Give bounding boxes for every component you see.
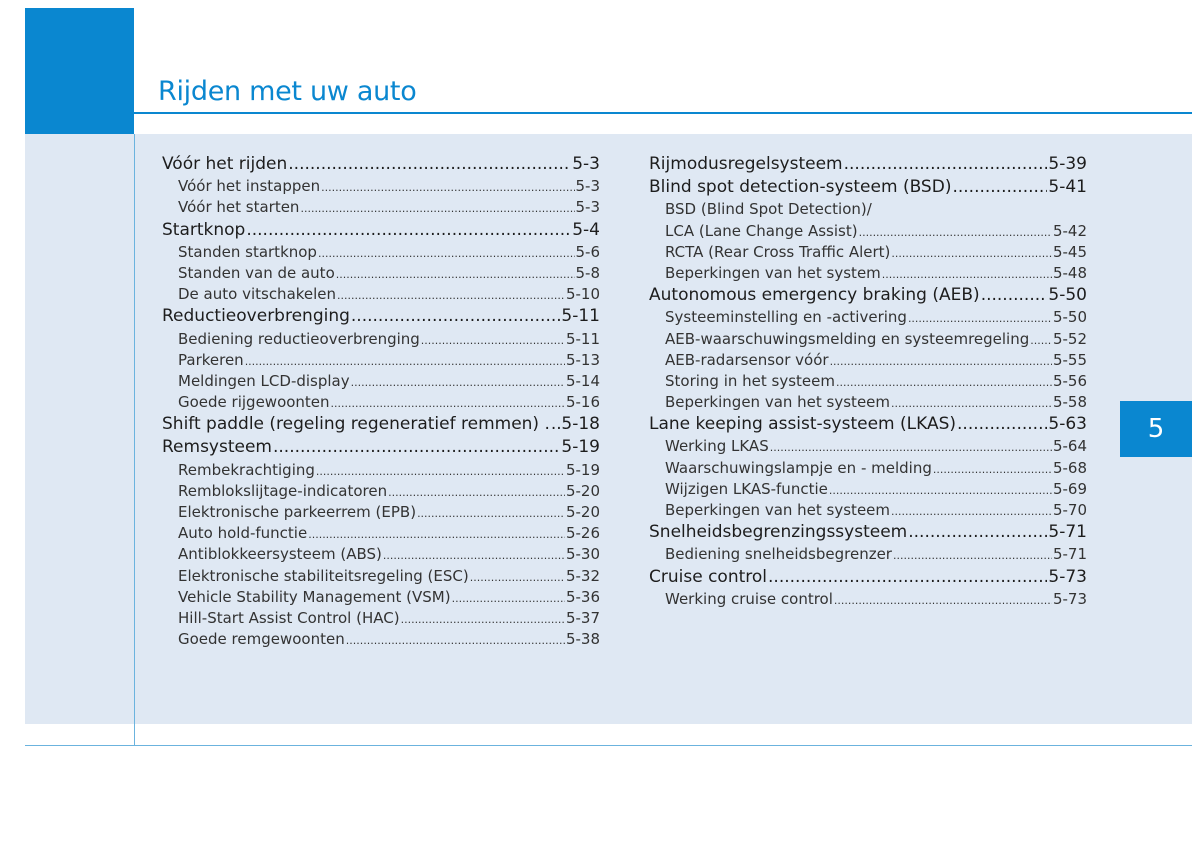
page-title: Rijden met uw auto (158, 76, 417, 107)
toc-entry-label: Rijmodusregelsysteem (649, 154, 843, 174)
toc-subsection-entry[interactable] (649, 199, 1087, 220)
toc-entry-label: Remsysteem (162, 437, 272, 458)
toc-subsection-entry[interactable] (162, 392, 600, 413)
toc-section-entry[interactable] (649, 413, 1087, 436)
toc-dot-leader (470, 567, 565, 587)
margin-rule (134, 134, 135, 746)
toc-entry-label: Wijzigen LKAS-functie (665, 479, 828, 498)
toc-subsection-entry[interactable] (649, 458, 1087, 479)
toc-entry-label: Cruise control (649, 566, 768, 587)
toc-page-number: 5-68 (1052, 458, 1087, 477)
toc-page-number: 5-64 (1052, 437, 1087, 456)
toc-dot-leader (952, 176, 1047, 199)
toc-page-number: 5-20 (565, 481, 600, 500)
toc-dot-leader (893, 545, 1052, 565)
toc-entry-label: Bediening snelheidsbegrenzer (665, 545, 892, 564)
toc-entry-label: Vóór het rijden (162, 154, 288, 174)
toc-entry-label: Goede remgewoonten (178, 630, 345, 649)
chapter-tab[interactable]: 5 (1120, 401, 1192, 457)
toc-page-number: 5-42 (1052, 221, 1087, 240)
toc-entry-label: Beperkingen van het systeem (665, 501, 891, 519)
toc-dot-leader (1030, 330, 1052, 350)
toc-dot-leader (834, 590, 1052, 610)
toc-dot-leader (321, 177, 574, 197)
toc-entry-label: De auto vitschakelen (178, 285, 337, 304)
toc-page-number: 5-8 (575, 263, 600, 282)
toc-subsection-entry[interactable] (649, 544, 1087, 565)
toc-entry-label: Lane keeping assist-systeem (LKAS) (649, 414, 957, 435)
toc-dot-leader (417, 503, 565, 523)
toc-page-number: 5-73 (1052, 589, 1087, 608)
toc-entry-label: AEB-waarschuwingsmelding en systeemregeling (665, 329, 1030, 348)
toc-dot-leader (308, 524, 565, 544)
toc-dot-leader (300, 198, 574, 218)
toc-entry-label: Remblokslijtage-indicatoren (178, 481, 388, 500)
toc-subsection-entry[interactable] (162, 284, 600, 305)
toc-page-number: 5-48 (1052, 263, 1087, 282)
toc-entry-label: Elektronische stabiliteitsregeling (ESC) (178, 566, 469, 585)
toc-page-number: 5-3 (575, 198, 600, 217)
toc-entry-label: Shift paddle (regeling regeneratief remmen) . (162, 414, 550, 435)
toc-dot-leader (421, 330, 565, 350)
toc-entry-label: Beperkingen van het system (665, 263, 881, 282)
toc-section-entry[interactable] (649, 153, 1087, 176)
toc-dot-leader (245, 351, 565, 371)
toc-page-number: 5-36 (565, 587, 600, 606)
toc-dot-leader (551, 413, 561, 436)
toc-page-number: 5-58 (1052, 393, 1087, 412)
toc-page-number: 5-41 (1048, 177, 1087, 198)
toc-page-number: 5-32 (565, 566, 600, 585)
toc-dot-leader (891, 243, 1052, 263)
toc-page-number: 5-20 (565, 503, 600, 521)
toc-section-entry[interactable] (162, 153, 600, 176)
toc-page-number: 5-71 (1052, 545, 1087, 564)
toc-entry-label: Auto hold-functie (178, 524, 308, 543)
toc-subsection-entry[interactable] (162, 329, 600, 350)
toc-page-number: 5-13 (565, 350, 600, 369)
toc-page-number: 5-19 (565, 460, 600, 479)
toc-entry-label: Elektronische parkeerrem (EPB) (178, 503, 417, 521)
toc-dot-leader (351, 372, 565, 392)
toc-subsection-entry[interactable] (162, 263, 600, 284)
toc-dot-leader (908, 521, 1047, 544)
toc-entry-label: Autonomous emergency braking (AEB) (649, 285, 980, 306)
toc-entry-label: Vóór het instappen (178, 177, 321, 196)
toc-entry-label: Standen startknop (178, 242, 317, 261)
header-color-block (25, 8, 134, 134)
toc-dot-leader (246, 219, 571, 242)
toc-subsection-entry[interactable] (162, 566, 600, 587)
toc-section-entry[interactable] (649, 521, 1087, 544)
toc-subsection-entry[interactable] (162, 371, 600, 392)
toc-section-entry[interactable] (162, 436, 600, 459)
toc-dot-leader (316, 461, 565, 481)
toc-page-number: 5-56 (1052, 371, 1087, 390)
toc-dot-leader (288, 153, 571, 176)
toc-entry-label: Meldingen LCD-display (178, 371, 350, 390)
toc-subsection-entry[interactable] (162, 502, 600, 523)
toc-page-number: 5-26 (565, 524, 600, 543)
toc-entry-label: Waarschuwingslampje en - melding (665, 458, 932, 477)
toc-dot-leader (273, 436, 560, 459)
toc-dot-leader (908, 308, 1052, 328)
toc-entry-label: AEB-radarsensor vóór (665, 350, 829, 369)
toc-dot-leader (336, 264, 575, 284)
toc-dot-leader (346, 630, 565, 650)
toc-section-entry[interactable] (162, 219, 600, 242)
toc-entry-label: RCTA (Rear Cross Traffic Alert) (665, 242, 891, 261)
toc-page-number: 5-30 (565, 545, 600, 564)
toc-page-number: 5-38 (565, 630, 600, 649)
toc-entry-label: Antiblokkeersysteem (ABS) (178, 545, 382, 564)
toc-page-number: 5-63 (1048, 414, 1087, 435)
toc-page-number: 5-19 (561, 437, 600, 458)
toc-page-number: 5-37 (565, 608, 600, 627)
footer-rule (25, 745, 1192, 746)
toc-dot-leader (891, 393, 1052, 413)
toc-dot-leader (331, 393, 565, 413)
toc-subsection-entry[interactable] (162, 608, 600, 629)
toc-entry-label: Beperkingen van het systeem (665, 393, 891, 412)
toc-entry-label: Startknop (162, 219, 246, 240)
toc-section-entry[interactable] (162, 413, 600, 436)
toc-dot-leader (388, 482, 565, 502)
toc-entry-label: Snelheidsbegrenzingssysteem (649, 522, 908, 543)
toc-column-left (162, 153, 600, 650)
toc-subsection-entry[interactable] (162, 523, 600, 544)
toc-page-number: 5-69 (1052, 479, 1087, 498)
toc-subsection-entry[interactable] (162, 544, 600, 565)
toc-dot-leader (452, 588, 565, 608)
toc-dot-leader (882, 264, 1052, 284)
toc-dot-leader (318, 243, 575, 263)
toc-dot-leader (933, 459, 1052, 479)
toc-subsection-entry[interactable] (162, 481, 600, 502)
toc-page-number: 5-11 (565, 329, 600, 348)
toc-dot-leader (337, 285, 565, 305)
toc-dot-leader (770, 437, 1052, 457)
toc-subsection-entry[interactable] (162, 197, 600, 218)
toc-subsection-entry[interactable] (649, 307, 1087, 328)
toc-subsection-entry[interactable] (649, 392, 1087, 413)
toc-entry-label: Vóór het starten (178, 198, 300, 217)
toc-page-number: 5-45 (1052, 242, 1087, 261)
toc-entry-label: BSD (Blind Spot Detection)/ (665, 200, 872, 219)
toc-subsection-entry[interactable] (649, 436, 1087, 457)
toc-entry-label: Bediening reductieoverbrenging (178, 329, 420, 348)
toc-subsection-entry[interactable] (162, 242, 600, 263)
toc-page-number: 5-6 (575, 242, 600, 261)
toc-page-number: 5-3 (575, 177, 600, 196)
toc-subsection-entry[interactable] (649, 242, 1087, 263)
toc-dot-leader (957, 413, 1047, 436)
toc-subsection-entry[interactable] (162, 629, 600, 650)
toc-page-number: 5-50 (1052, 308, 1087, 327)
toc-entry-label: Reductieoverbrenging (162, 306, 350, 327)
toc-page-number: 5-11 (561, 306, 600, 327)
toc-page-number: 5-16 (565, 393, 600, 412)
toc-entry-label: Werking LKAS (665, 437, 769, 456)
toc-subsection-entry[interactable] (649, 329, 1087, 350)
toc-page-number: 5-71 (1048, 522, 1087, 543)
toc-entry-label: Goede rijgewoonten (178, 393, 330, 412)
toc-entry-label: Blind spot detection-systeem (BSD) (649, 177, 952, 198)
toc-entry-label: Vehicle Stability Management (VSM) (178, 587, 451, 606)
toc-page-number: 5-14 (565, 371, 600, 390)
toc-dot-leader (383, 545, 565, 565)
toc-entry-label: LCA (Lane Change Assist) (665, 221, 858, 240)
toc-subsection-entry[interactable] (649, 350, 1087, 371)
header-rule (134, 112, 1192, 114)
toc-subsection-entry[interactable] (162, 587, 600, 608)
toc-dot-leader (836, 372, 1052, 392)
toc-page-number: 5-3 (572, 154, 600, 174)
toc-entry-label: Rembekrachtiging (178, 460, 315, 479)
toc-section-entry[interactable] (649, 176, 1087, 199)
toc-subsection-entry[interactable] (162, 176, 600, 197)
toc-dot-leader (768, 566, 1047, 589)
toc-page-number: 5-70 (1052, 501, 1087, 519)
toc-dot-leader (401, 609, 565, 629)
toc-page-number: 5-50 (1048, 285, 1087, 306)
toc-entry-label: Storing in het systeem (665, 371, 835, 390)
toc-subsection-entry[interactable] (649, 221, 1087, 242)
toc-subsection-entry[interactable] (162, 460, 600, 481)
toc-dot-leader (859, 222, 1052, 242)
toc-page-number: 5-10 (565, 285, 600, 304)
toc-subsection-entry[interactable] (162, 350, 600, 371)
toc-entry-label: Werking cruise control (665, 589, 833, 608)
toc-section-entry[interactable] (162, 305, 600, 328)
toc-page-number: 5-39 (1048, 154, 1087, 174)
toc-subsection-entry[interactable] (649, 371, 1087, 392)
toc-section-entry[interactable] (649, 566, 1087, 589)
toc-dot-leader (891, 501, 1052, 521)
toc-page-number: 5-55 (1052, 350, 1087, 369)
toc-subsection-entry[interactable] (649, 263, 1087, 284)
toc-subsection-entry[interactable] (649, 589, 1087, 610)
toc-entry-label: Hill-Start Assist Control (HAC) (178, 608, 400, 627)
toc-dot-leader (981, 284, 1048, 307)
toc-dot-leader (351, 305, 561, 328)
toc-entry-label: Standen van de auto (178, 263, 335, 282)
toc-dot-leader (829, 480, 1052, 500)
toc-page-number: 5-52 (1052, 329, 1087, 348)
toc-subsection-entry[interactable] (649, 500, 1087, 521)
toc-dot-leader (830, 351, 1052, 371)
toc-dot-leader (844, 153, 1048, 176)
toc-page-number: 5-4 (572, 219, 600, 240)
toc-entry-label: Parkeren (178, 350, 244, 369)
toc-subsection-entry[interactable] (649, 479, 1087, 500)
toc-page-number: 5-73 (1048, 566, 1087, 587)
toc-page-number: 5-18 (561, 414, 600, 435)
toc-section-entry[interactable] (649, 284, 1087, 307)
toc-column-right (649, 153, 1087, 610)
toc-entry-label: Systeeminstelling en -activering (665, 308, 907, 327)
